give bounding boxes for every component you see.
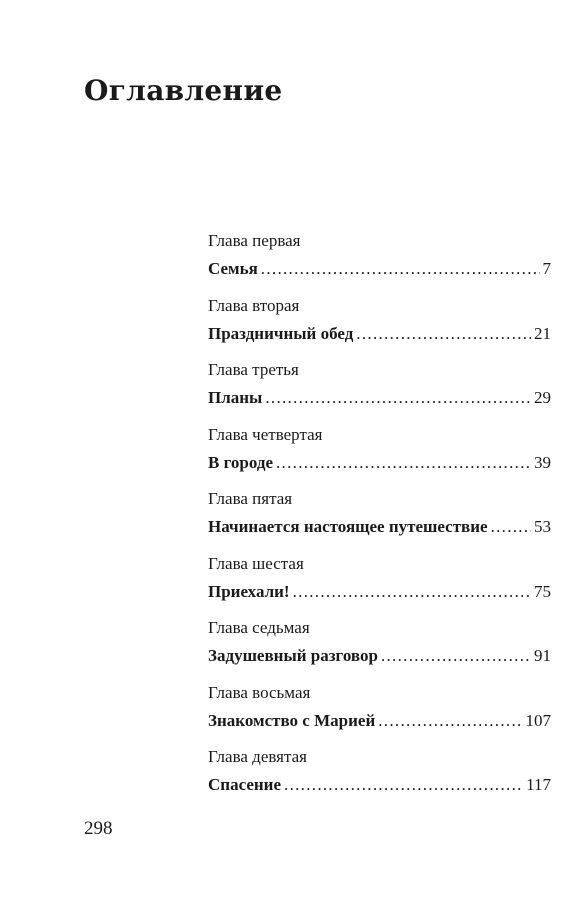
toc-row	[208, 645, 551, 667]
dot-leader	[293, 581, 531, 603]
toc-row	[208, 258, 551, 280]
chapter-page-number: 29	[534, 388, 551, 407]
dot-leader	[491, 516, 531, 538]
chapter-page-number: 53	[534, 517, 551, 536]
toc-entry	[208, 553, 551, 618]
chapter-label: Глава девятая	[208, 747, 307, 766]
chapter-page-number: 117	[526, 775, 551, 794]
chapter-page-number: 39	[534, 452, 551, 472]
chapter-title: Приехали!	[208, 581, 290, 601]
dot-leader	[356, 323, 531, 345]
toc-entry	[208, 359, 551, 424]
dot-leader	[381, 645, 531, 667]
chapter-title: Начинается настоящее путешествие	[208, 517, 488, 536]
chapter-label: Глава вторая	[208, 295, 300, 315]
chapter-page-number: 91	[534, 646, 551, 665]
dot-leader	[261, 258, 540, 280]
chapter-page-number: 7	[542, 259, 551, 278]
toc-entry	[208, 746, 551, 811]
chapter-label: Глава пятая	[208, 489, 293, 508]
chapter-label: Глава восьмая	[208, 682, 311, 702]
chapter-title: Праздничный обед	[208, 323, 354, 343]
toc-row	[208, 387, 551, 409]
chapter-label: Глава седьмая	[208, 618, 310, 637]
toc-entry	[208, 617, 551, 682]
chapter-title: Спасение	[208, 775, 282, 794]
chapter-label: Глава четвертая	[208, 424, 323, 444]
chapter-title: В городе	[208, 452, 273, 472]
chapter-title: Задушевный разговор	[208, 646, 378, 665]
chapter-title: Семья	[208, 259, 258, 278]
table-of-contents	[208, 230, 551, 811]
toc-row	[208, 710, 551, 732]
toc-entry	[208, 295, 551, 360]
toc-row	[208, 323, 551, 345]
toc-entry	[208, 682, 551, 747]
chapter-page-number: 75	[534, 581, 551, 601]
dot-leader	[265, 387, 531, 409]
dot-leader	[276, 452, 531, 474]
chapter-label: Глава первая	[208, 231, 301, 250]
toc-entry	[208, 230, 551, 295]
toc-entry	[208, 488, 551, 553]
chapter-page-number: 107	[525, 710, 551, 730]
toc-row	[208, 581, 551, 603]
toc-row	[208, 774, 551, 796]
dot-leader	[378, 710, 522, 732]
chapter-label: Глава третья	[208, 360, 299, 379]
toc-entry	[208, 424, 551, 489]
toc-row	[208, 452, 551, 474]
chapter-label: Глава шестая	[208, 553, 304, 573]
toc-row	[208, 516, 551, 538]
chapter-page-number: 21	[534, 323, 551, 343]
page-number: 298	[84, 818, 113, 839]
page-title: Оглавление	[84, 74, 283, 107]
dot-leader	[284, 774, 523, 796]
chapter-title: Планы	[208, 388, 263, 407]
chapter-title: Знакомство с Марией	[208, 710, 376, 730]
